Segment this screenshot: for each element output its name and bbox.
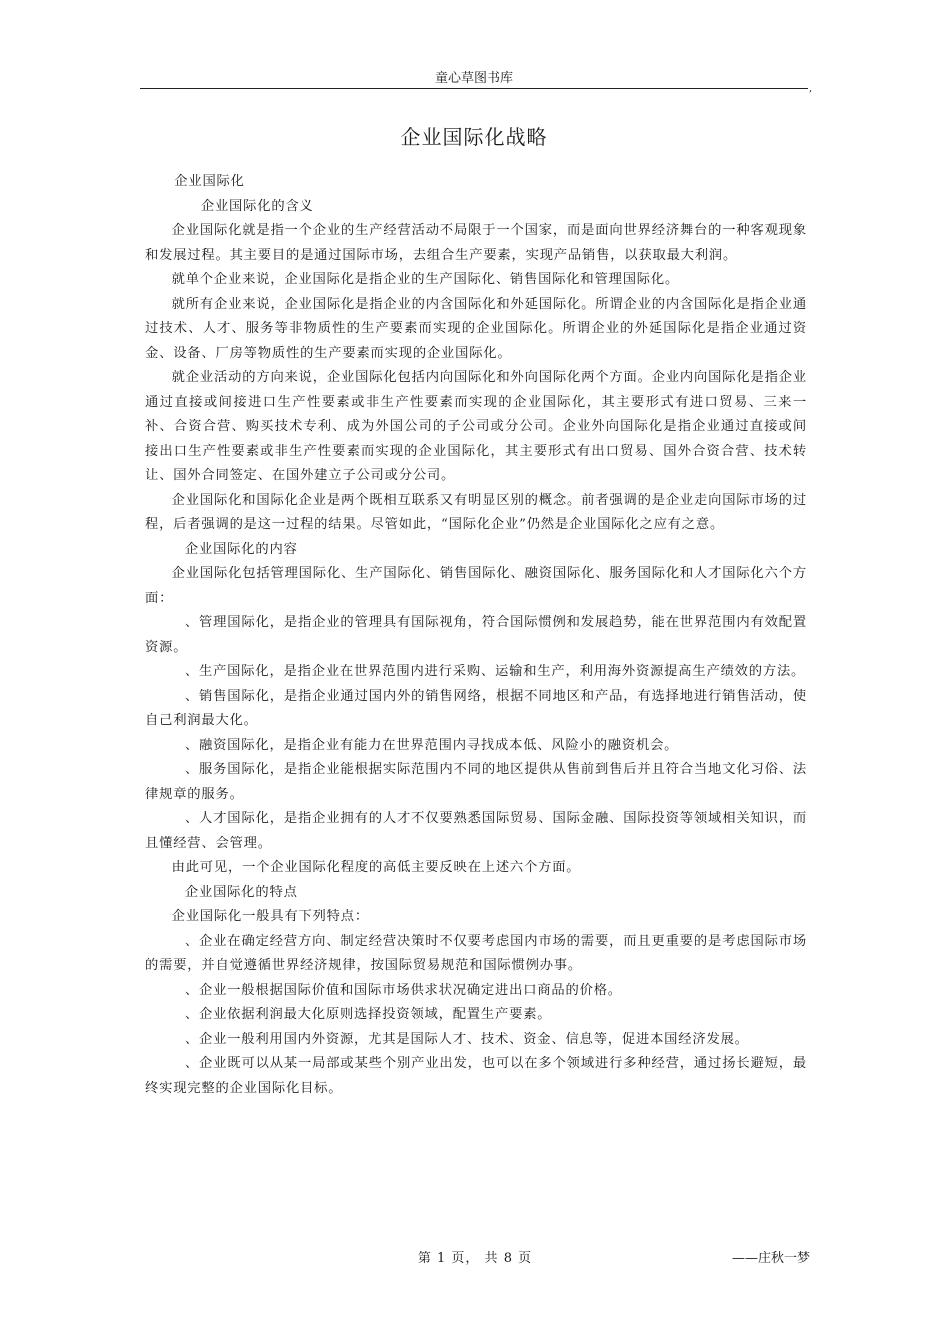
body-paragraph: 就企业活动的方向来说，企业国际化包括内向国际化和外向国际化两个方面。企业内向国际化是指企业通过直接或间接进口生产性要素或非生产性要素而实现的企业国际化，其主要形式有进口贸易、三来一补、合资合营、购买技术专利、成为外国公司的子公司或分公司。企业外向国际化是指企业通过直接或间接出口生产性要素或非生产性要素而实现的企业国际化，其主要形式有出口贸易、国外合资合营、技术转让、国外合同签定、在国外建立子公司或分公司。: [145, 370, 807, 483]
list-item: 、销售国际化，是指企业通过国内外的销售网络，根据不同地区和产品，有选择地进行销售活动，使自己利润最大化。: [145, 688, 807, 728]
section-heading: 企业国际化: [174, 174, 245, 189]
list-item: 、企业在确定经营方向、制定经营决策时不仅要考虑国内市场的需要，而且更重要的是考虑国际市场的需要，并自觉遵循世界经济规律，按国际贸易规范和国际惯例办事。: [145, 933, 807, 973]
subsection-heading: 企业国际化的特点: [184, 884, 298, 900]
body-paragraph: 就单个企业来说，企业国际化是指企业的生产国际化、销售国际化和管理国际化。: [171, 272, 680, 287]
body-paragraph: 企业国际化就是指一个企业的生产经营活动不局限于一个国家，而是面向世界经济舞台的一种客观现象和发展过程。其主要目的是通过国际市场，去组合生产要素，实现产品销售，以获取最大利润。: [145, 223, 807, 263]
list-item: 、管理国际化，是指企业的管理具有国际视角，符合国际惯例和发展趋势，能在世界范围内有效配置资源。: [145, 615, 807, 655]
subsection-heading: 企业国际化的内容: [184, 541, 298, 557]
list-item: 、融资国际化，是指企业有能力在世界范围内寻找成本低、风险小的融资机会。: [184, 737, 679, 753]
page-header: 童心草图书库: [434, 71, 513, 86]
header-mark: ,: [809, 83, 813, 94]
list-item: 、企业依据利润最大化原则选择投资领域，配置生产要素。: [184, 1007, 552, 1022]
subsection-heading: 企业国际化的含义: [200, 198, 314, 214]
list-item: 、人才国际化，是指企业拥有的人才不仅要熟悉国际贸易、国际金融、国际投资等领域相关知识，而且懂经营、会管理。: [145, 811, 807, 851]
body-paragraph: 就所有企业来说，企业国际化是指企业的内含国际化和外延国际化。所谓企业的内含国际化是指企业通过技术、人才、服务等非物质性的生产要素而实现的企业国际化。所谓企业的外延国际化是指企业通过资金、设备、厂房等物质性的生产要素而实现的企业国际化。: [145, 296, 807, 361]
document-title: 企业国际化战略: [400, 125, 548, 149]
page-number: 第 1 页， 共 8 页: [417, 1251, 533, 1266]
list-item: 、服务国际化，是指企业能根据实际范围内不同的地区提供从售前到售后并且符合当地文化习俗、法律规章的服务。: [145, 762, 807, 802]
body-paragraph: 企业国际化包括管理国际化、生产国际化、销售国际化、融资国际化、服务国际化和人才国际化六个方面：: [145, 566, 807, 606]
list-item: 、企业既可以从某一局部或某些个别产业出发，也可以在多个领域进行多种经营，通过扬长避短，最终实现完整的企业国际化目标。: [145, 1056, 807, 1096]
list-item: 、企业一般根据国际价值和国际市场供求状况确定进出口商品的价格。: [184, 982, 622, 998]
list-item: 、生产国际化，是指企业在世界范围内进行采购、运输和生产，利用海外资源提高生产绩效的方法。: [184, 664, 806, 679]
body-paragraph: 由此可见，一个企业国际化程度的高低主要反映在上述六个方面。: [171, 860, 581, 875]
body-paragraph: 企业国际化一般具有下列特点：: [171, 909, 369, 924]
author-signature: ——庄秋一梦: [731, 1251, 810, 1266]
body-paragraph: 企业国际化和国际化企业是两个既相互联系又有明显区别的概念。前者强调的是企业走向国际市场的过程，后者强调的是这一过程的结果。尽管如此，“国际化企业”仍然是企业国际化之应有之意。: [145, 492, 807, 532]
header-rule: [140, 88, 808, 89]
document-body: [145, 170, 807, 1101]
list-item: 、企业一般利用国内外资源，尤其是国际人才、技术、资金、信息等，促进本国经济发展。: [184, 1031, 749, 1047]
